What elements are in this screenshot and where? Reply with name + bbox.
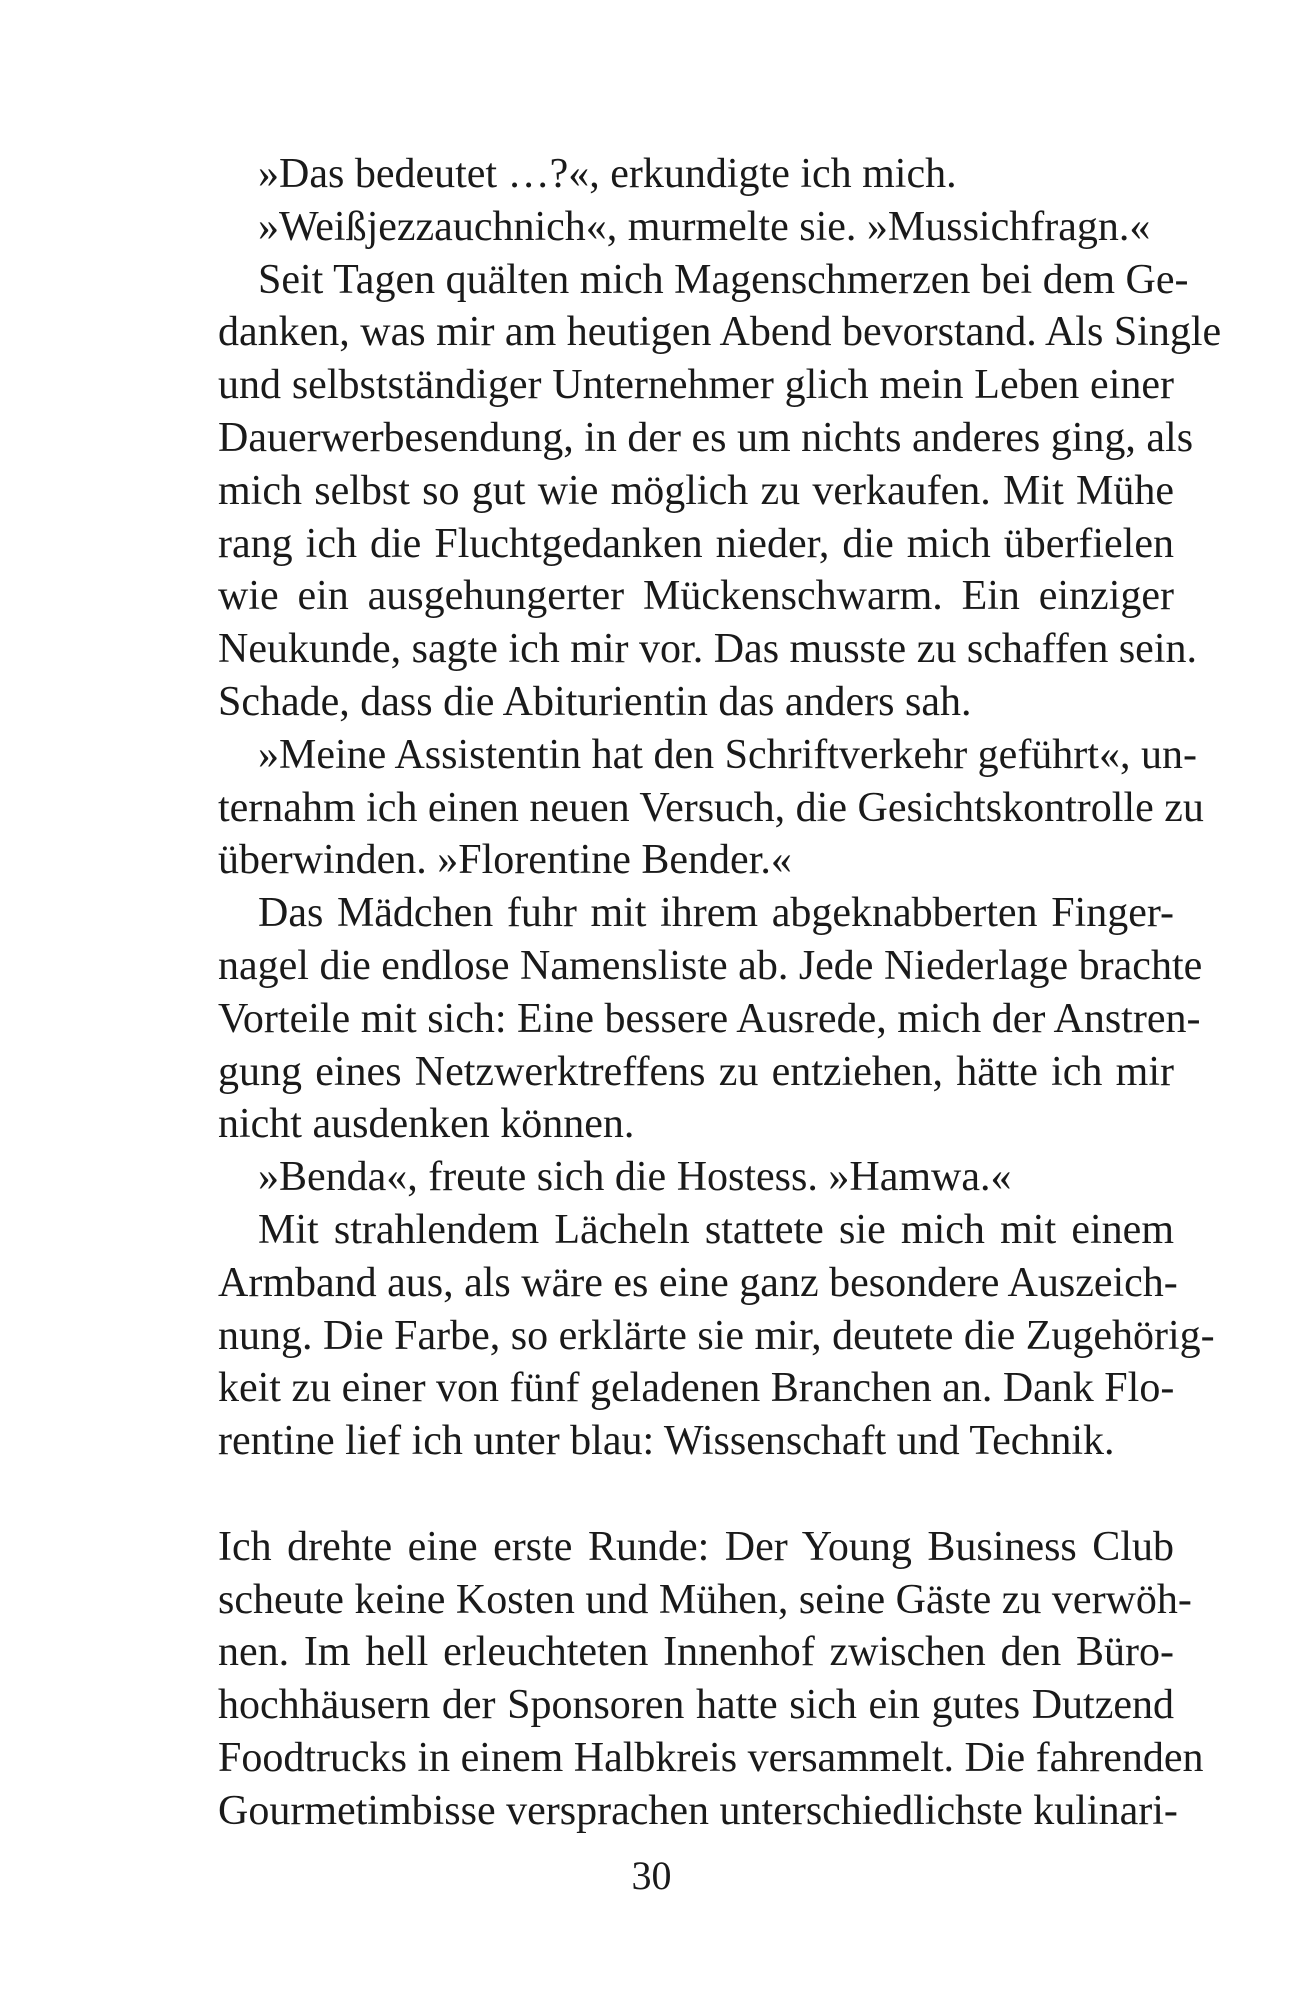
text-line: hochhäusern der Sponsoren hatte sich ein gutes Dutzend xyxy=(218,1682,1174,1729)
text-line: Gourmetimbisse versprachen unterschiedlichste kulinari- xyxy=(218,1787,1178,1834)
text-line: rang ich die Fluchtgedanken nieder, die mich überfielen xyxy=(218,520,1174,567)
text-line: »Das bedeutet …?«, erkundigte ich mich. xyxy=(258,151,957,197)
text-line: Dauerwerbesendung, in der es um nichts anderes ging, als xyxy=(218,414,1194,461)
text-line: Seit Tagen quälten mich Magenschmerzen bei dem Ge- xyxy=(258,256,1189,303)
text-line: nicht ausdenken können. xyxy=(218,1101,635,1148)
text-line: »Benda«, freute sich die Hostess. »Hamwa.« xyxy=(258,1154,1012,1201)
text-line: Das Mädchen fuhr mit ihrem abgeknabberten Finger- xyxy=(258,890,1174,937)
text-line: Armband aus, als wäre es eine ganz besondere Auszeich- xyxy=(218,1259,1178,1306)
text-line: ternahm ich einen neuen Versuch, die Gesichtskontrolle zu xyxy=(218,784,1204,831)
text-line: und selbstständiger Unternehmer glich mein Leben einer xyxy=(218,362,1174,409)
page-number: 30 xyxy=(631,1853,672,1898)
text-line: Neukunde, sagte ich mir vor. Das musste zu schaffen sein. xyxy=(218,626,1197,673)
text-line: überwinden. »Florentine Bender.« xyxy=(218,837,792,884)
text-line: scheute keine Kosten und Mühen, seine Gäste zu verwöh- xyxy=(218,1576,1192,1623)
text-line: Schade, dass die Abiturientin das anders sah. xyxy=(218,678,972,725)
text-line: mich selbst so gut wie möglich zu verkaufen. Mit Mühe xyxy=(218,467,1174,514)
text-line: Ich drehte eine erste Runde: Der Young Business Club xyxy=(218,1523,1174,1570)
text-line: nung. Die Farbe, so erklärte sie mir, deutete die Zugehörig- xyxy=(218,1312,1215,1359)
text-line: keit zu einer von fünf geladenen Branchen an. Dank Flo- xyxy=(218,1365,1175,1412)
text-line: Foodtrucks in einem Halbkreis versammelt. Die fahrenden xyxy=(218,1734,1204,1781)
text-line: Vorteile mit sich: Eine bessere Ausrede, mich der Anstren- xyxy=(218,995,1201,1042)
text-line: Mit strahlendem Lächeln stattete sie mich mit einem xyxy=(258,1206,1174,1253)
text-line: »Weißjezzauchnich«, murmelte sie. »Mussichfragn.« xyxy=(258,203,1151,250)
text-line: »Meine Assistentin hat den Schriftverkehr geführt«, un- xyxy=(258,731,1197,778)
text-line: gung eines Netzwerktreffens zu entziehen, hätte ich mir xyxy=(218,1048,1174,1095)
body-text xyxy=(218,148,1222,1838)
text-line: danken, was mir am heutigen Abend bevorstand. Als Single xyxy=(218,309,1222,356)
section-break xyxy=(218,1468,1174,1521)
text-line: wie ein ausgehungerter Mückenschwarm. Ein einziger xyxy=(218,573,1174,620)
text-line: nagel die endlose Namensliste ab. Jede Niederlage brachte xyxy=(218,942,1203,989)
text-line: rentine lief ich unter blau: Wissenschaft und Technik. xyxy=(218,1418,1115,1465)
text-line: nen. Im hell erleuchteten Innenhof zwischen den Büro- xyxy=(218,1629,1174,1676)
